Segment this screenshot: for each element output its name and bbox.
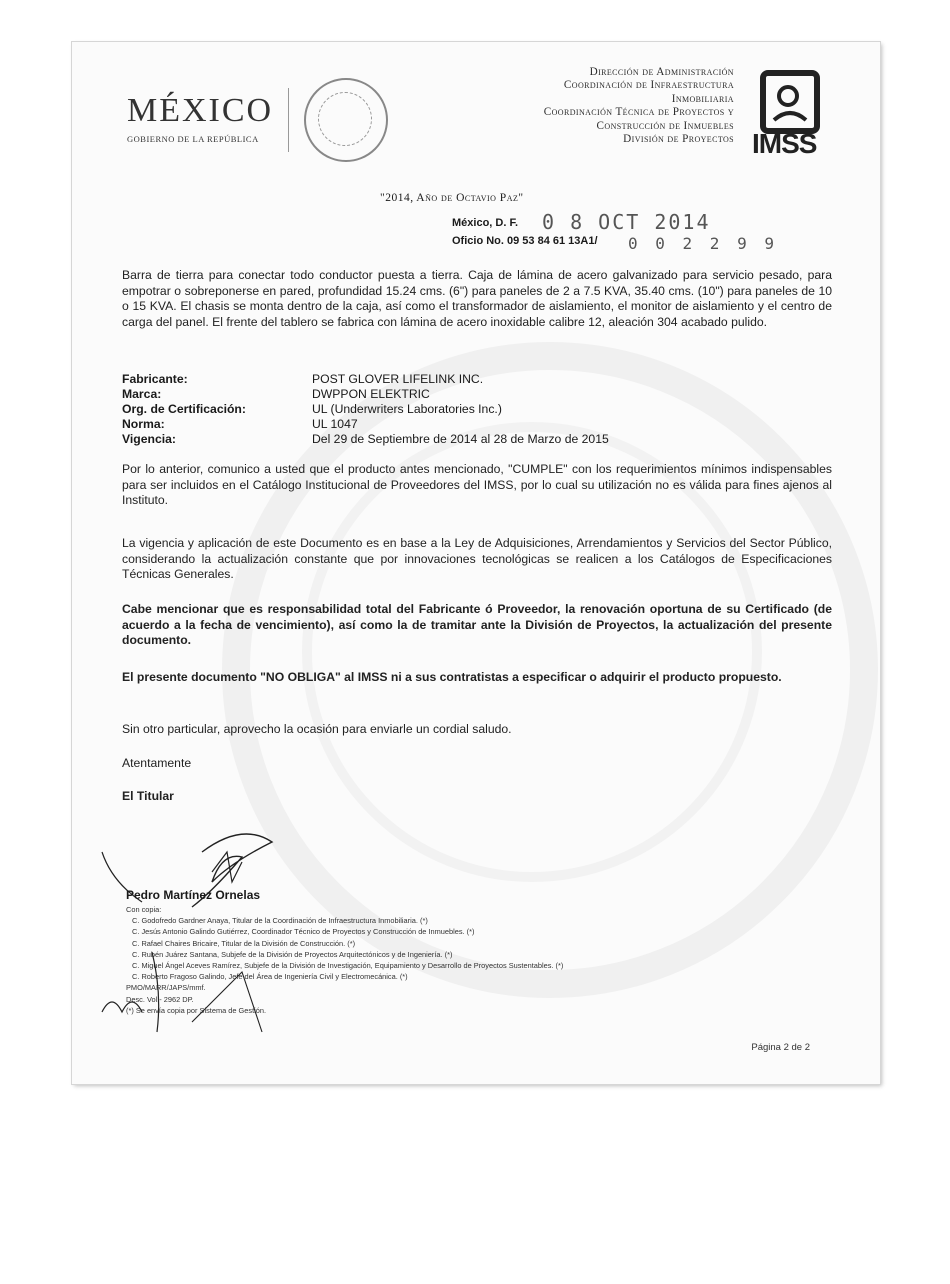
responsabilidad-paragraph: Cabe mencionar que es responsabilidad total del Fabricante ó Proveedor, la renovación oportuna de su Certificado (de acuerdo a la fecha de vencimiento), así como la de tramitar ante la División de Proyectos, la actualización del presente documento. [122, 602, 832, 647]
vigencia-paragraph: La vigencia y aplicación de este Documento es en base a la Ley de Adquisiciones, Arrendamientos y Servicios del Sector Público, considerando la actualización constante que por innovaciones tecnológicas se realicen a los Catálogos de Especificaciones Técnicas Generales. [122, 536, 832, 581]
signer-title: El Titular [122, 789, 174, 803]
mexico-logo [127, 92, 273, 144]
spec-row [122, 387, 609, 402]
imss-logo [752, 70, 824, 158]
logo-divider [288, 88, 289, 152]
spec-label: Marca: [122, 387, 162, 401]
national-seal-inner-icon [318, 92, 372, 146]
cc-label: Con copia: [126, 905, 162, 914]
dept-line: Coordinación Técnica de Proyectos y [543, 106, 734, 119]
dept-line: Construcción de Inmuebles [596, 119, 734, 132]
spec-value: UL 1047 [312, 417, 358, 431]
spec-row [122, 432, 609, 447]
ref-line: PMO/MARR/JAPS/mmf. [126, 983, 206, 993]
saludo-paragraph: Sin otro particular, aprovecho la ocasión para enviarle un cordial saludo. [122, 722, 512, 736]
department-block [544, 66, 734, 146]
oficio-number: Oficio No. 09 53 84 61 13A1/ [452, 235, 598, 247]
spec-value: POST GLOVER LIFELINK INC. [312, 372, 484, 386]
cc-line: C. Rubén Juárez Santana, Subjefe de la División de Proyectos Arquitectónicos y de Ingeniería. (*) [132, 949, 453, 959]
intro-paragraph: Barra de tierra para conectar todo conductor puesta a tierra. Caja de lámina de acero galvanizado para servicio pesado, para empotrar o sobreponerse en pared, profundidad 15.24 cms. (6") para paneles de 2 a 7.5 KVA, 35.40 cms. (10") para paneles de 10 o 15 KVA. El chasis se monta dentro de la caja, así como el transformador de aislamiento, el monitor de aislamiento y el centro de carga del panel. El frente del tablero se fabrica con lámina de acero inoxidable calibre 12, aleación 304 acabado pulido. [122, 268, 832, 329]
dept-line: Inmobiliaria [671, 92, 734, 105]
initials-scribble [92, 932, 312, 1042]
spec-value: UL (Underwriters Laboratories Inc.) [312, 402, 502, 416]
no-obliga-paragraph: El presente documento "NO OBLIGA" al IMSS ni a sus contratistas a especificar o adquirir el producto propuesto. [122, 670, 782, 684]
dept-line: Coordinación de Infraestructura [563, 79, 734, 92]
government-label: GOBIERNO DE LA REPÚBLICA [127, 134, 259, 144]
ref-line: (*) Se envía copia por Sistema de Gestión. [126, 1005, 267, 1015]
cumple-paragraph: Por lo anterior, comunico a usted que el producto antes mencionado, "CUMPLE" con los requerimientos mínimos indispensables para ser incluidos en el Catálogo Institucional de Proveedores del IMSS, por lo cual su utilización no es válida para fines ajenos al Instituto. [122, 462, 832, 507]
spec-row [122, 402, 609, 417]
cc-line: C. Godofredo Gardner Anaya, Titular de la Coordinación de Infraestructura Inmobiliaria. (*) [132, 916, 428, 926]
spec-label: Vigencia: [122, 432, 176, 446]
spec-label: Org. de Certificación: [122, 402, 246, 416]
date-stamp: 0 8 OCT 2014 [542, 210, 711, 234]
year-motto: "2014, Año de Octavio Paz" [380, 192, 524, 204]
imss-eagle-shape-icon [766, 76, 814, 128]
spec-table [122, 372, 609, 447]
cc-line: C. Miguel Ángel Aceves Ramírez, Subjefe de la División de Investigación, Equipamiento y Desarrollo de Proyectos Sustentables. (*) [132, 961, 564, 971]
spec-label: Fabricante: [122, 372, 188, 386]
imss-eagle-icon [760, 70, 820, 134]
signer-name: Pedro Martínez Ornelas [126, 888, 261, 902]
spec-row [122, 372, 609, 387]
cc-line: C. Rafael Chaires Bricaire, Titular de la División de Construcción. (*) [132, 938, 356, 948]
imss-wordmark: IMSS [752, 128, 817, 159]
ref-line: Desc. Vol.- 2962 DP. [126, 994, 194, 1004]
closing-text: Atentamente [122, 756, 192, 770]
spec-value: Del 29 de Septiembre de 2014 al 28 de Marzo de 2015 [312, 432, 609, 446]
dept-line: División de Proyectos [623, 133, 734, 146]
mexico-wordmark: MÉXICO [127, 92, 274, 129]
dept-line: Dirección de Administración [589, 66, 734, 78]
cc-line: C. Roberto Fragoso Galindo, Jefe del Área de Ingeniería Civil y Electromecánica. (*) [132, 972, 408, 982]
page-number: Página 2 de 2 [751, 1042, 810, 1053]
oficio-stamp-number: 0 0 2 2 9 9 [628, 234, 778, 253]
spec-label: Norma: [122, 417, 165, 431]
place-label: México, D. F. [452, 217, 519, 229]
spec-value: DWPPON ELEKTRIC [312, 387, 430, 401]
cc-line: C. Jesús Antonio Galindo Gutiérrez, Coordinador Técnico de Proyectos y Construcción de Inmuebles. (*) [132, 927, 475, 937]
document-page [72, 42, 880, 1084]
spec-row [122, 417, 609, 432]
